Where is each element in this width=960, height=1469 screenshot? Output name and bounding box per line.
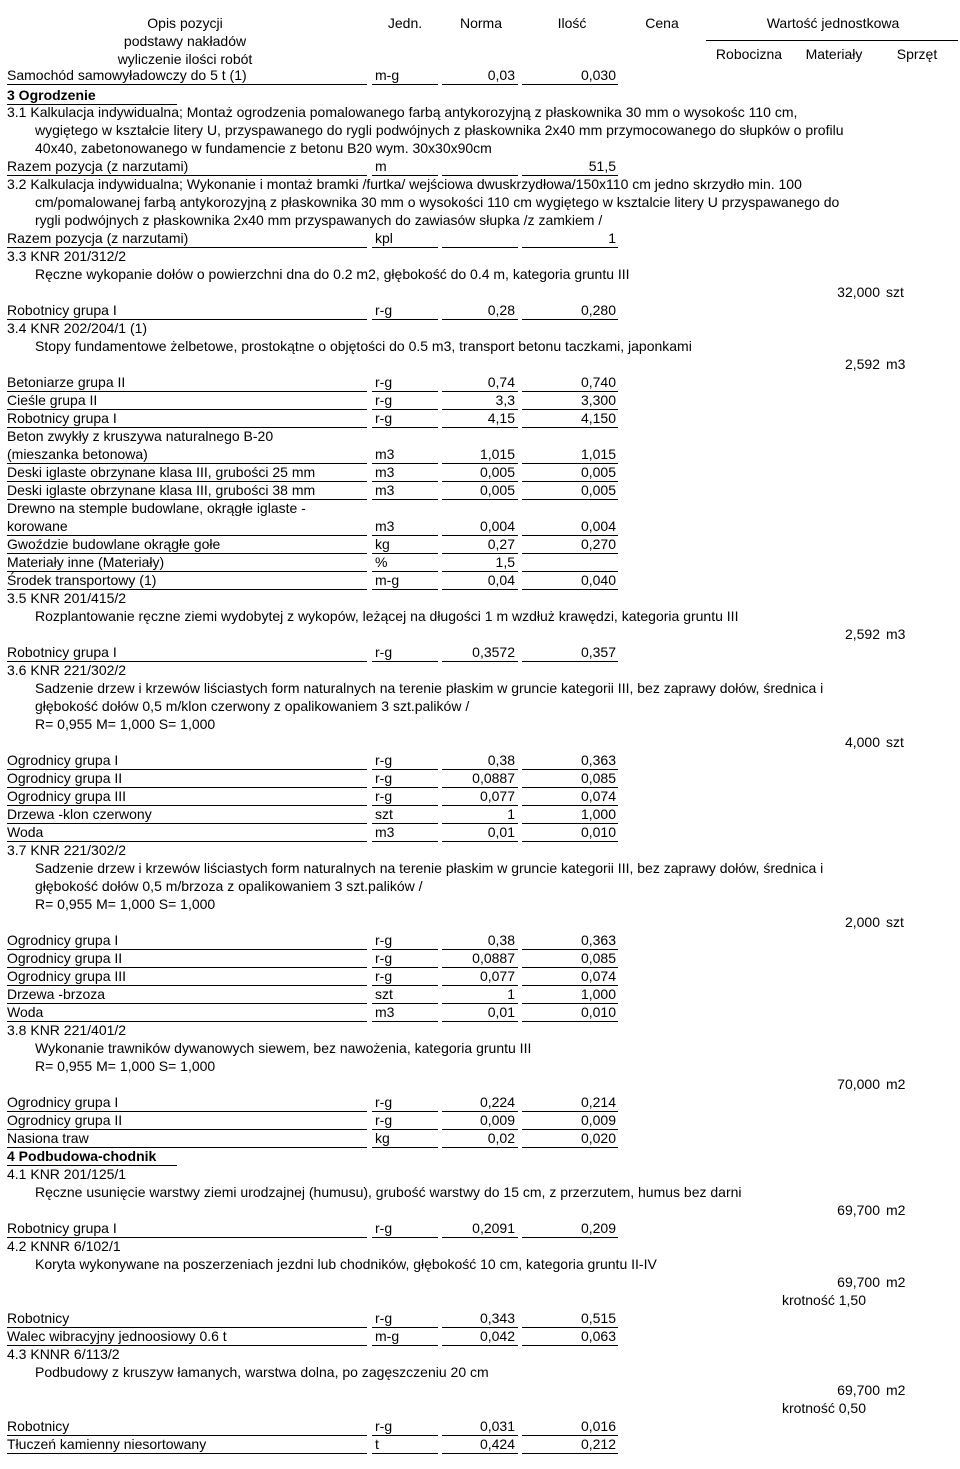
row-norma: 0,04	[487, 572, 515, 588]
row-description: głębokość dołów 0,5 m/klon czerwony z opalikowaniem 3 szt.palików /	[35, 698, 470, 714]
row-description: Woda	[7, 1004, 44, 1020]
row-description: Robotnicy grupa I	[7, 410, 117, 426]
row-underline-norma	[442, 499, 518, 500]
row-norma: 0,2091	[472, 1220, 515, 1236]
row-underline-norma	[442, 319, 518, 320]
header-divider	[706, 40, 958, 41]
row-norma: 0,042	[479, 1328, 515, 1344]
header-cena: Cena	[645, 15, 679, 31]
row-ilosc: 1,000	[580, 806, 616, 822]
row-description: Materiały inne (Materiały)	[7, 554, 165, 570]
row-description: Sadzenie drzew i krzewów liściastych form naturalnych na terenie płaskim w gruncie kategorii III, bez zaprawy dołów, średnica i	[35, 680, 824, 696]
row-ilosc: 0,004	[580, 518, 616, 534]
quantity-unit: szt	[886, 734, 904, 750]
quantity-unit: m2	[886, 1202, 906, 1218]
row-description: Robotnicy	[7, 1310, 70, 1326]
row-unit: r-g	[375, 1094, 393, 1110]
row-unit: t	[375, 1436, 379, 1452]
row-underline-unit	[372, 661, 438, 662]
row-description: 3.7 KNR 221/302/2	[7, 842, 127, 858]
row-underline-unit	[372, 84, 438, 85]
row-ilosc: 1	[608, 230, 616, 246]
row-norma: 0,01	[487, 824, 515, 840]
row-underline-norma	[442, 589, 518, 590]
row-unit: m3	[375, 482, 395, 498]
row-unit: r-g	[375, 1112, 393, 1128]
row-description: cm/pomalowanej farbą antykorozyjną z płaskownika 30 mm o wysokości 110 cm wygiętego w ksztalcie litery U przyspawanego do	[35, 194, 840, 210]
row-ilosc: 0,357	[580, 644, 616, 660]
row-description: Robotnicy grupa I	[7, 644, 117, 660]
quantity-value: 69,700	[837, 1274, 880, 1290]
row-unit: r-g	[375, 752, 393, 768]
row-description: 40x40, zabetonowanego w fundamencie z betonu B20 wym. 30x30x90cm	[35, 140, 492, 156]
row-ilosc: 0,363	[580, 752, 616, 768]
row-description: 3.6 KNR 221/302/2	[7, 662, 127, 678]
header-opis-line-2: podstawy nakładów	[123, 33, 247, 49]
row-unit: szt	[375, 806, 393, 822]
quantity-unit: szt	[886, 914, 904, 930]
header-wartosc: Wartość jednostkowa	[766, 15, 900, 31]
row-norma: 0,005	[479, 482, 515, 498]
row-unit: %	[375, 554, 388, 570]
row-norma: 0,424	[479, 1436, 515, 1452]
row-unit: kpl	[375, 230, 393, 246]
row-ilosc: 0,030	[580, 67, 616, 83]
row-ilosc: 0,010	[580, 824, 616, 840]
row-description: Ogrodnicy grupa II	[7, 950, 123, 966]
row-ilosc: 4,150	[580, 410, 616, 426]
row-ilosc: 0,016	[580, 1418, 616, 1434]
krotnosc-label: krotność 0,50	[781, 1400, 866, 1416]
quantity-unit: m2	[886, 1382, 906, 1398]
row-underline-ilosc	[522, 661, 618, 662]
row-description: Drzewa -brzoza	[7, 986, 106, 1002]
row-underline-ilosc	[522, 499, 618, 500]
row-description: Robotnicy grupa I	[7, 302, 117, 318]
row-underline-ilosc	[522, 1021, 618, 1022]
header-jedn: Jedn.	[387, 15, 423, 31]
row-description: Stopy fundamentowe żelbetowe, prostokątne o objętości do 0.5 m3, transport betonu taczkami, japonkami	[35, 338, 692, 354]
row-ilosc: 0,009	[580, 1112, 616, 1128]
quantity-value: 69,700	[837, 1382, 880, 1398]
row-ilosc: 0,085	[580, 950, 616, 966]
row-description: 4 Podbudowa-chodnik	[7, 1148, 157, 1164]
row-description: Wykonanie trawników dywanowych siewem, bez nawożenia, kategoria gruntu III	[35, 1040, 532, 1056]
row-ilosc: 0,280	[580, 302, 616, 318]
row-underline-ilosc	[522, 84, 618, 85]
row-norma: 0,077	[479, 968, 515, 984]
row-ilosc: 0,212	[580, 1436, 616, 1452]
row-underline-unit	[372, 499, 438, 500]
row-description: głębokość dołów 0,5 m/brzoza z opalikowaniem 3 szt.palików /	[35, 878, 423, 894]
row-ilosc: 0,005	[580, 482, 616, 498]
quantity-unit: m2	[886, 1076, 906, 1092]
row-description: 4.2 KNNR 6/102/1	[7, 1238, 121, 1254]
krotnosc-label: krotność 1,50	[781, 1292, 866, 1308]
row-unit: r-g	[375, 1418, 393, 1434]
row-unit: r-g	[375, 1310, 393, 1326]
row-unit: r-g	[375, 932, 393, 948]
row-unit: m3	[375, 1004, 395, 1020]
row-ilosc: 3,300	[580, 392, 616, 408]
row-underline-norma	[442, 1147, 518, 1148]
row-underline-ilosc	[522, 589, 618, 590]
row-underline-norma	[442, 841, 518, 842]
row-norma: 0,02	[487, 1130, 515, 1146]
header-ilosc: Ilość	[557, 15, 587, 31]
row-norma: 0,004	[479, 518, 515, 534]
row-underline-desc	[7, 1003, 367, 1004]
row-norma: 0,005	[479, 464, 515, 480]
header-norma: Norma	[459, 15, 502, 31]
row-underline-ilosc	[522, 553, 618, 554]
row-description: Cieśle grupa II	[7, 392, 98, 408]
row-unit: m-g	[375, 572, 400, 588]
row-unit: m-g	[375, 67, 400, 83]
row-description: Betoniarze grupa II	[7, 374, 126, 390]
quantity-value: 2,592	[844, 626, 880, 642]
row-ilosc: 0,209	[580, 1220, 616, 1236]
row-description: 3.4 KNR 202/204/1 (1)	[7, 320, 148, 336]
row-norma: 1,5	[495, 554, 515, 570]
row-description: Razem pozycja (z narzutami)	[7, 230, 189, 246]
row-underline-ilosc	[522, 1345, 618, 1346]
row-norma: 0,28	[487, 302, 515, 318]
row-description: Razem pozycja (z narzutami)	[7, 158, 189, 174]
row-description: Ogrodnicy grupa I	[7, 932, 119, 948]
row-norma: 3,3	[495, 392, 515, 408]
row-underline-ilosc	[522, 841, 618, 842]
header-opis-line-1: Opis pozycji	[147, 15, 223, 31]
row-norma: 0,38	[487, 752, 515, 768]
row-unit: m3	[375, 824, 395, 840]
row-underline-unit	[372, 1147, 438, 1148]
row-description: Samochód samowyładowczy do 5 t (1)	[7, 67, 247, 83]
header-robocizna: Robocizna	[715, 46, 783, 62]
row-description: Drzewa -klon czerwony	[7, 806, 152, 822]
row-norma: 0,38	[487, 932, 515, 948]
row-unit: r-g	[375, 644, 393, 660]
row-unit: m3	[375, 446, 395, 462]
row-ilosc: 0,363	[580, 932, 616, 948]
row-description: 3.5 KNR 201/415/2	[7, 590, 127, 606]
row-ilosc: 1,000	[580, 986, 616, 1002]
row-ilosc: 0,214	[580, 1094, 616, 1110]
row-norma: 0,009	[479, 1112, 515, 1128]
row-unit: m3	[375, 518, 395, 534]
row-ilosc: 0,740	[580, 374, 616, 390]
row-underline-desc	[7, 84, 367, 85]
row-unit: r-g	[375, 374, 393, 390]
row-ilosc: 0,063	[580, 1328, 616, 1344]
row-ilosc: 0,040	[580, 572, 616, 588]
row-norma: 1,015	[479, 446, 515, 462]
row-underline-unit	[372, 1345, 438, 1346]
row-underline-ilosc	[522, 247, 618, 248]
row-description: rygli podwójnych z płaskownika 2x40 mm przyspawanych do zawiasów słupka /z zamkiem /	[35, 212, 603, 228]
row-unit: m3	[375, 464, 395, 480]
row-underline-unit	[372, 247, 438, 248]
row-description: (mieszanka betonowa)	[7, 446, 148, 462]
row-unit: r-g	[375, 302, 393, 318]
row-norma: 0,74	[487, 374, 515, 390]
row-description: Woda	[7, 824, 44, 840]
quantity-value: 69,700	[837, 1202, 880, 1218]
row-norma: 0,031	[479, 1418, 515, 1434]
quantity-value: 4,000	[844, 734, 880, 750]
row-description: Tłuczeń kamienny niesortowany	[7, 1436, 207, 1452]
quantity-unit: m2	[886, 1274, 906, 1290]
row-description: wygiętego w kształcie litery U, przyspawanego do rygli podwójnych z płaskownika 2x40 mm przymocowanego do słupków o profilu	[35, 122, 844, 138]
row-underline-ilosc	[522, 427, 618, 428]
header-opis-line-3: wyliczenie ilości robót	[117, 51, 253, 67]
row-ilosc: 0,085	[580, 770, 616, 786]
row-norma: 0,27	[487, 536, 515, 552]
row-underline-desc	[7, 823, 367, 824]
row-ilosc: 0,515	[580, 1310, 616, 1326]
row-unit: kg	[375, 1130, 390, 1146]
row-description: 3 Ogrodzenie	[7, 87, 96, 103]
row-description: R= 0,955 M= 1,000 S= 1,000	[35, 896, 216, 912]
quantity-value: 2,000	[844, 914, 880, 930]
quantity-value: 2,592	[844, 356, 880, 372]
row-unit: kg	[375, 536, 390, 552]
row-description: Ogrodnicy grupa II	[7, 1112, 123, 1128]
row-underline-unit	[372, 427, 438, 428]
row-unit: szt	[375, 986, 393, 1002]
row-underline-norma	[442, 427, 518, 428]
row-underline-unit	[372, 589, 438, 590]
row-underline-norma	[442, 661, 518, 662]
row-norma: 0,077	[479, 788, 515, 804]
row-description: Ogrodnicy grupa III	[7, 968, 127, 984]
quantity-unit: m3	[886, 356, 906, 372]
row-underline-norma	[442, 84, 518, 85]
row-underline-unit	[372, 1435, 438, 1436]
row-underline-unit	[372, 1021, 438, 1022]
row-underline-unit	[372, 1237, 438, 1238]
row-norma: 4,15	[487, 410, 515, 426]
row-description: 4.3 KNNR 6/113/2	[7, 1346, 120, 1362]
row-description: Ręczne usunięcie warstwy ziemi urodzajnej (humusu), grubość warstwy do 15 cm, z przerzutem, humus bez darni	[35, 1184, 742, 1200]
row-description: Ręczne wykopanie dołów o powierzchni dna do 0.2 m2, głębokość do 0.4 m, kategoria gruntu III	[35, 266, 630, 282]
row-unit: m-g	[375, 1328, 400, 1344]
row-underline-norma	[442, 1021, 518, 1022]
row-unit: r-g	[375, 1220, 393, 1236]
row-underline-ilosc	[522, 319, 618, 320]
header-sprzet: Sprzęt	[896, 46, 938, 62]
row-ilosc: 1,015	[580, 446, 616, 462]
row-ilosc: 0,005	[580, 464, 616, 480]
row-underline-unit	[372, 319, 438, 320]
row-description: Gwoździe budowlane okrągłe gołe	[7, 536, 221, 552]
quantity-unit: szt	[886, 284, 904, 300]
row-description: Sadzenie drzew i krzewów liściastych form naturalnych na terenie płaskim w gruncie kategorii III, bez zaprawy dołów, średnica i	[35, 860, 824, 876]
row-description: Robotnicy	[7, 1418, 70, 1434]
row-description: Nasiona traw	[7, 1130, 89, 1146]
row-description: Ogrodnicy grupa I	[7, 1094, 119, 1110]
row-norma: 0,343	[479, 1310, 515, 1326]
row-ilosc: 0,010	[580, 1004, 616, 1020]
row-norma: 0,01	[487, 1004, 515, 1020]
row-description: Robotnicy grupa I	[7, 1220, 117, 1236]
row-underline-unit	[372, 1453, 438, 1454]
row-description: Deski iglaste obrzynane klasa III, grubości 25 mm	[7, 464, 316, 480]
row-unit: m	[375, 158, 387, 174]
quantity-value: 70,000	[837, 1076, 880, 1092]
row-description: 3.2 Kalkulacja indywidualna; Wykonanie i montaż bramki /furtka/ wejściowa dwuskrzydłowa/150x110 cm jedno skrzydło min. 100	[7, 176, 802, 192]
row-norma: 0,03	[487, 67, 515, 83]
row-description: Walec wibracyjny jednoosiowy 0.6 t	[7, 1328, 227, 1344]
row-description: 3.1 Kalkulacja indywidualna; Montaż ogrodzenia pomalowanego farbą antykorozyjną z płaskownika 30 mm o wysokośc 110 cm,	[7, 104, 798, 120]
row-unit: r-g	[375, 968, 393, 984]
row-underline-desc	[7, 1453, 367, 1454]
row-underline-unit	[372, 841, 438, 842]
row-underline-norma	[442, 1345, 518, 1346]
row-norma: 0,3572	[472, 644, 515, 660]
row-ilosc: 0,270	[580, 536, 616, 552]
row-norma: 1	[507, 806, 515, 822]
row-description: Podbudowy z kruszyw łamanych, warstwa dolna, po zagęszczeniu 20 cm	[35, 1364, 489, 1380]
quantity-value: 32,000	[837, 284, 880, 300]
row-ilosc: 51,5	[588, 158, 616, 174]
row-unit: r-g	[375, 788, 393, 804]
row-underline-ilosc	[522, 1147, 618, 1148]
row-underline-norma	[442, 1453, 518, 1454]
row-description: Ogrodnicy grupa II	[7, 770, 123, 786]
row-description: Ogrodnicy grupa III	[7, 788, 127, 804]
row-unit: r-g	[375, 770, 393, 786]
row-norma: 0,224	[479, 1094, 515, 1110]
row-description: 4.1 KNR 201/125/1	[7, 1166, 127, 1182]
row-norma: 0,0887	[472, 950, 515, 966]
row-unit: r-g	[375, 392, 393, 408]
row-ilosc: 0,074	[580, 788, 616, 804]
row-description: 3.8 KNR 221/401/2	[7, 1022, 127, 1038]
row-description: Koryta wykonywane na poszerzeniach jezdni lub chodników, głębokość 10 cm, kategoria gruntu II-IV	[35, 1256, 657, 1272]
header-materialy: Materiały	[805, 46, 863, 62]
quantity-unit: m3	[886, 626, 906, 642]
row-description: R= 0,955 M= 1,000 S= 1,000	[35, 716, 216, 732]
row-underline-norma	[442, 1237, 518, 1238]
row-underline-norma	[442, 247, 518, 248]
row-description: Beton zwykły z kruszywa naturalnego B-20	[7, 428, 274, 444]
row-description: R= 0,955 M= 1,000 S= 1,000	[35, 1058, 216, 1074]
row-unit: r-g	[375, 410, 393, 426]
row-norma: 1	[507, 986, 515, 1002]
row-description: Ogrodnicy grupa I	[7, 752, 119, 768]
row-description: Rozplantowanie ręczne ziemi wydobytej z wykopów, leżącej na długości 1 m wzdłuż krawędzi, kategoria gruntu III	[35, 608, 739, 624]
row-description: Deski iglaste obrzynane klasa III, grubości 38 mm	[7, 482, 316, 498]
row-underline-ilosc	[522, 1237, 618, 1238]
row-ilosc: 0,020	[580, 1130, 616, 1146]
row-norma: 0,0887	[472, 770, 515, 786]
row-underline-ilosc	[522, 1453, 618, 1454]
row-description: Drewno na stemple budowlane, okrągłe iglaste -	[7, 500, 306, 516]
row-unit: r-g	[375, 950, 393, 966]
row-ilosc: 0,074	[580, 968, 616, 984]
row-description: korowane	[7, 518, 68, 534]
row-description: Środek transportowy (1)	[7, 572, 157, 588]
row-description: 3.3 KNR 201/312/2	[7, 248, 127, 264]
